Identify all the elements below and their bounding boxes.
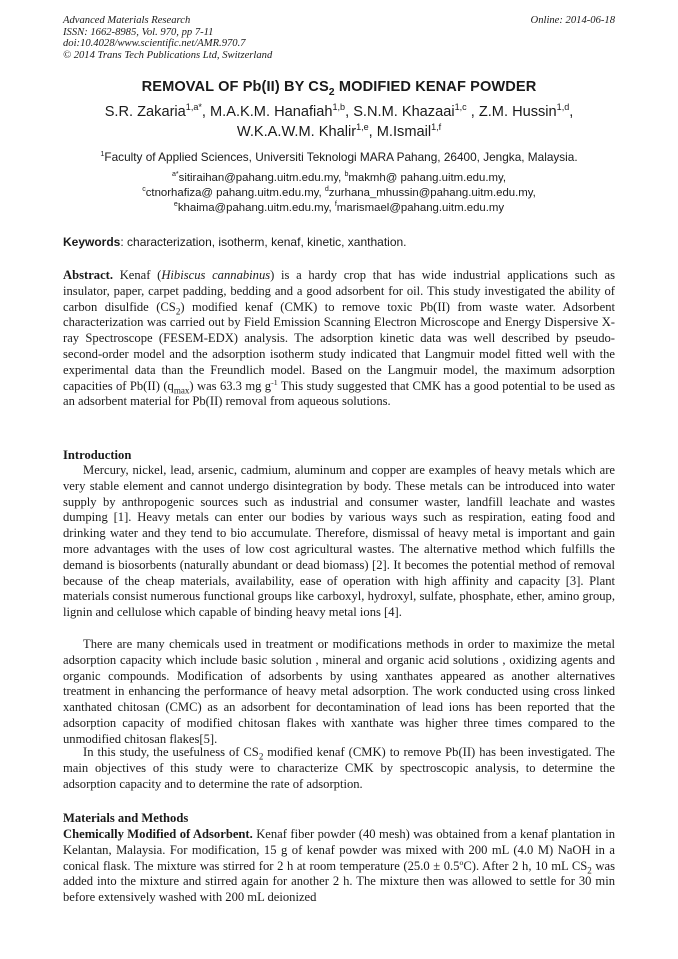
abstract-label: Abstract. xyxy=(63,268,114,282)
introduction-paragraph-3: In this study, the usefulness of $CS_2$ modified kenaf (CMK) to remove Pb(II) has been investigated. The main objectives of this study were to characterize CMK by spectroscopic analysis, to determine the adsorption capacity and to determine the rate of adsorption. xyxy=(63,745,615,791)
keywords xyxy=(63,235,623,249)
author-list xyxy=(40,102,638,142)
journal-name: Advanced Materials Research xyxy=(63,15,191,26)
journal-header xyxy=(63,15,615,61)
title-text: REMOVAL OF Pb(II) BY CS xyxy=(141,79,329,95)
keywords-text: : characterization, isotherm, kenaf, kinetic, xanthation. xyxy=(120,235,407,249)
email-address[interactable]: $^{a*}$sitiraihan@pahang.uitm.edu.my, xyxy=(171,171,345,184)
paper-title xyxy=(0,79,678,98)
keywords-label: Keywords xyxy=(63,235,121,249)
methods-subheading: Chemically Modified of Adsorbent. xyxy=(63,827,253,841)
email-address[interactable]: $^c$ctnorhafiza@ pahang.uitm.edu.my, xyxy=(142,186,325,199)
title-subscript: 2 xyxy=(328,85,335,98)
email-address[interactable]: $^d$zurhana_mhussin@pahang.uitm.edu.my, xyxy=(324,186,536,199)
author: M.A.K.M. Hanafiah$^{1,b}$, xyxy=(210,102,354,120)
author-emails xyxy=(60,171,618,216)
online-date: Online: 2014-06-18 xyxy=(530,15,615,26)
issn-line: ISSN: 1662-8985, Vol. 970, pp 7-11 xyxy=(63,26,214,38)
affiliation: $^1$Faculty of Applied Sciences, Universiti Teknologi MARA Pahang, 26400, Jengka, Malaysia. xyxy=(100,149,578,164)
introduction-heading: Introduction xyxy=(63,448,132,462)
methods-heading: Materials and Methods xyxy=(63,811,189,825)
email-address[interactable]: $^f$marismael@pahang.uitm.edu.my xyxy=(334,201,505,214)
author: Z.M. Hussin$^{1,d}$, xyxy=(478,102,574,120)
title-text-end: MODIFIED KENAF POWDER xyxy=(334,79,537,95)
doi-line: doi:10.4028/www.scientific.net/AMR.970.7 xyxy=(63,38,246,50)
email-address[interactable]: $^e$khaima@pahang.uitm.edu.my, xyxy=(173,201,335,214)
email-address[interactable]: $^b$makmh@ pahang.uitm.edu.my, xyxy=(344,171,507,184)
author: S.R. Zakaria$^{1,a*}$, xyxy=(104,102,211,120)
copyright-line: © 2014 Trans Tech Publications Ltd, Switzerland xyxy=(63,49,273,61)
introduction-paragraph-1: Mercury, nickel, lead, arsenic, cadmium, aluminum and copper are examples of heavy metals which are very stable element and cannot undergo disintegration by body. These metals can be introduced into water supply by anthropogenic sources such as industrial and consumer waster, landfill leachate and wastes dumping [1]. Heavy metals can enter our bodies by various ways such as respiration, eating food and drinking water and they tend to bio accumulate. Therefore, dismissal of heavy metal is important and gain more advantages with the uses of low cost agricultural wastes. The alternative method which fulfills the demand is biosorbents (naturally abundant or dead biomass) [2]. It becomes the potential method of removal because of the cheap materials, availability, ease of operation with high affinity and capacity [3]. Plant materials consist numerous functional groups like carboxyl, hydroxyl, sulfate, phosphate, ether, amino group, lignin and cellulose which capable of binding heavy metal ions [4]. xyxy=(63,463,615,620)
abstract: Abstract. Kenaf (Hibiscus cannabinus) is a hardy crop that has wide industrial applications such as insulator, paper, carpet padding, bedding and a good adsorbent for oil. This study investigated the ability of carbon disulfide $(CS_2)$ modified kenaf (CMK) to remove toxic Pb(II) from waste water. Adsorbent characterization was carried out by Field Emission Scanning Electron Microscope and Energy Dispersive X-ray Spectroscope (FESEM-EDX) analysis. The adsorption kinetic data was well described by pseudo-second-order model and the adsorption isotherm study indicated that Langmuir model fitted well with the experimental data than the Freundlich model. Based on the Langmuir model, the maximum adsorption capacities of Pb(II) $(q_{max})$ was 63.3 mg $g^{-1}$ This study suggested that CMK has a good potential to be used as an adsorbent material for Pb(II) removal from aqueous solutions. xyxy=(63,268,615,409)
author: S.N.M. Khazaai$^{1,c}$ , xyxy=(353,102,479,120)
introduction-paragraph-2: There are many chemicals used in treatment or modifications methods in order to maximize the metal adsorption capacity which include basic solution , mineral and organic acid solutions , oxidizing agents and organic compounds. Modification of adsorbents by using xanthates appeared as another alternatives treatment in enhancing the performance of heavy metal adsorption. The work conducted using cross linked xanthated chitosan (CMC) as an adsorbent for decontamination of lead ions has been reported that the adsorption capacity of modified chitosan flakes with xanthate was higher three times compared to the unmodified chitosan flakes[5]. xyxy=(63,637,615,746)
author: M.Ismail$^{1,f}$ xyxy=(376,122,442,140)
author: W.K.A.W.M. Khalir$^{1,e}$, xyxy=(236,122,377,140)
methods-paragraph-1: Chemically Modified of Adsorbent. Kenaf fiber powder (40 mesh) was obtained from a kenaf plantation in Kelantan, Malaysia. For modification, 15 g of kenaf powder was mixed with 200 mL (4.0 M) NaOH in a conical flask. The mixture was stirred for 2 h at room temperature $(25.0 \pm 0.5^oC)$. After 2 h, 10 mL $CS_2$ was added into the mixture and stirred again for another 2 h. The mixture then was allowed to settle for 30 min before extensively washed with 200 mL deionized xyxy=(63,827,615,905)
